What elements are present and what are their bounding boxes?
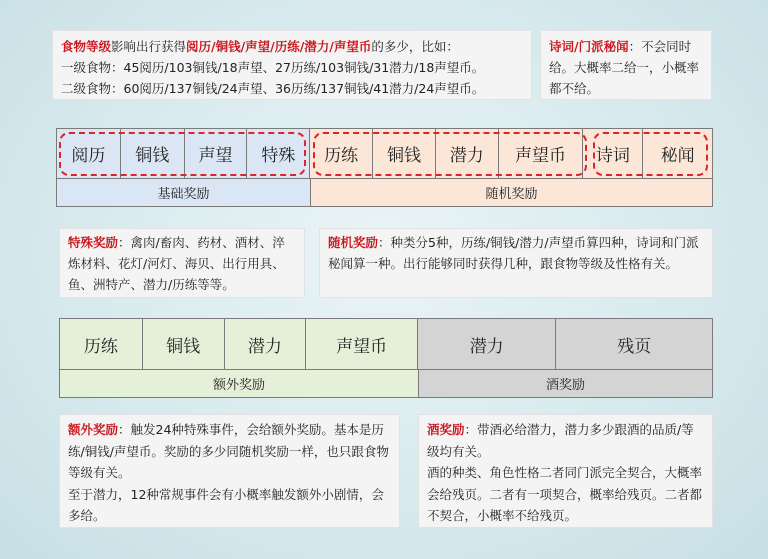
poem-secret-title: 诗词/门派秘闻 xyxy=(549,39,629,54)
food-level-title: 食物等级 xyxy=(61,39,112,54)
reward-table-extra xyxy=(59,318,713,398)
special-reward-title: 特殊奖励 xyxy=(68,235,119,250)
cell-extra-tongqian: 铜钱 xyxy=(143,319,225,369)
reward-table-main-labels xyxy=(56,178,713,207)
random-reward-text: ：种类分5种，历练/铜钱/潜力/声望币算四种，诗词和门派秘闻算一种。出行能够同时获得几种，跟食物等级及性格有关。 xyxy=(328,235,699,271)
extra-reward-note xyxy=(59,414,400,528)
extra-reward-para1 xyxy=(68,419,391,484)
cell-shici: 诗词 xyxy=(583,129,643,178)
cell-tongqian: 铜钱 xyxy=(121,129,185,178)
cell-extra-lilian: 历练 xyxy=(60,319,143,369)
reward-table-extra-row xyxy=(59,318,713,370)
reward-table-main-row xyxy=(56,128,713,179)
random-reward-note xyxy=(319,228,713,298)
food-level-text-a: 影响出行获得 xyxy=(111,39,187,54)
food-level-text-b: 的多少，比如： xyxy=(371,39,459,54)
extra-reward-text2: 至于潜力，12种常规事件会有小概率触发额外小剧情，会多给。 xyxy=(68,486,384,523)
reward-table-main xyxy=(56,128,713,207)
food-level-highlight: 阅历/铜钱/声望/历练/潜力/声望币 xyxy=(186,39,372,54)
wine-reward-text2: 酒的种类、角色性格二者同门派完全契合，大概率会给残页。二者有一项契合，概率给残页。二者都不契合，小概率不给残页。 xyxy=(427,465,703,523)
food-level-line1: 一级食物：45阅历/103铜钱/18声望、27历练/103铜钱/31潜力/18声望币。 xyxy=(61,60,485,75)
random-reward-label: 随机奖励 xyxy=(311,179,712,206)
food-level-note xyxy=(52,30,532,100)
cell-shengwang: 声望 xyxy=(185,129,248,178)
extra-reward-text1: ：触发24种特殊事件，会给额外奖励。基本是历练/铜钱/声望币。奖励的多少同随机奖励一样，也只跟食物等级有关。 xyxy=(68,422,389,480)
poem-secret-note xyxy=(540,30,712,100)
cell-yueli: 阅历 xyxy=(57,129,121,178)
wine-reward-note xyxy=(418,414,713,528)
cell-shengwangbi: 声望币 xyxy=(499,129,584,178)
random-reward-title: 随机奖励 xyxy=(328,235,379,250)
special-reward-note xyxy=(59,228,305,298)
reward-table-extra-labels xyxy=(59,369,713,398)
wine-reward-text1: ：带酒必给潜力，潜力多少跟酒的品质/等级均有关。 xyxy=(427,422,694,459)
wine-reward-label: 酒奖励 xyxy=(419,370,712,397)
poem-secret-text: ：不会同时给。大概率二给一，小概率都不给。 xyxy=(549,39,700,96)
cell-wine-qianli: 潜力 xyxy=(418,319,557,369)
extra-reward-label: 额外奖励 xyxy=(60,370,419,397)
wine-reward-title: 酒奖励 xyxy=(427,422,465,437)
base-reward-label: 基础奖励 xyxy=(57,179,311,206)
food-level-line0 xyxy=(61,36,523,57)
special-reward-text: ：禽肉/畜肉、药材、酒材、淬炼材料、花灯/河灯、海贝、出行用具、鱼、洲特产、潜力/历练等等。 xyxy=(68,235,285,292)
food-level-line2: 二级食物：60阅历/137铜钱/24声望、36历练/137铜钱/41潜力/24声望币。 xyxy=(61,81,485,96)
wine-reward-para1 xyxy=(427,419,704,462)
cell-miwen: 秘闻 xyxy=(643,129,712,178)
cell-wine-canye: 残页 xyxy=(556,319,712,369)
cell-teshu: 特殊 xyxy=(247,129,310,178)
cell-qianli: 潜力 xyxy=(436,129,499,178)
cell-lilian: 历练 xyxy=(310,129,373,178)
cell-tongqian-random: 铜钱 xyxy=(373,129,436,178)
cell-extra-shengwangbi: 声望币 xyxy=(306,319,418,369)
cell-extra-qianli: 潜力 xyxy=(225,319,307,369)
extra-reward-title: 额外奖励 xyxy=(68,422,119,437)
